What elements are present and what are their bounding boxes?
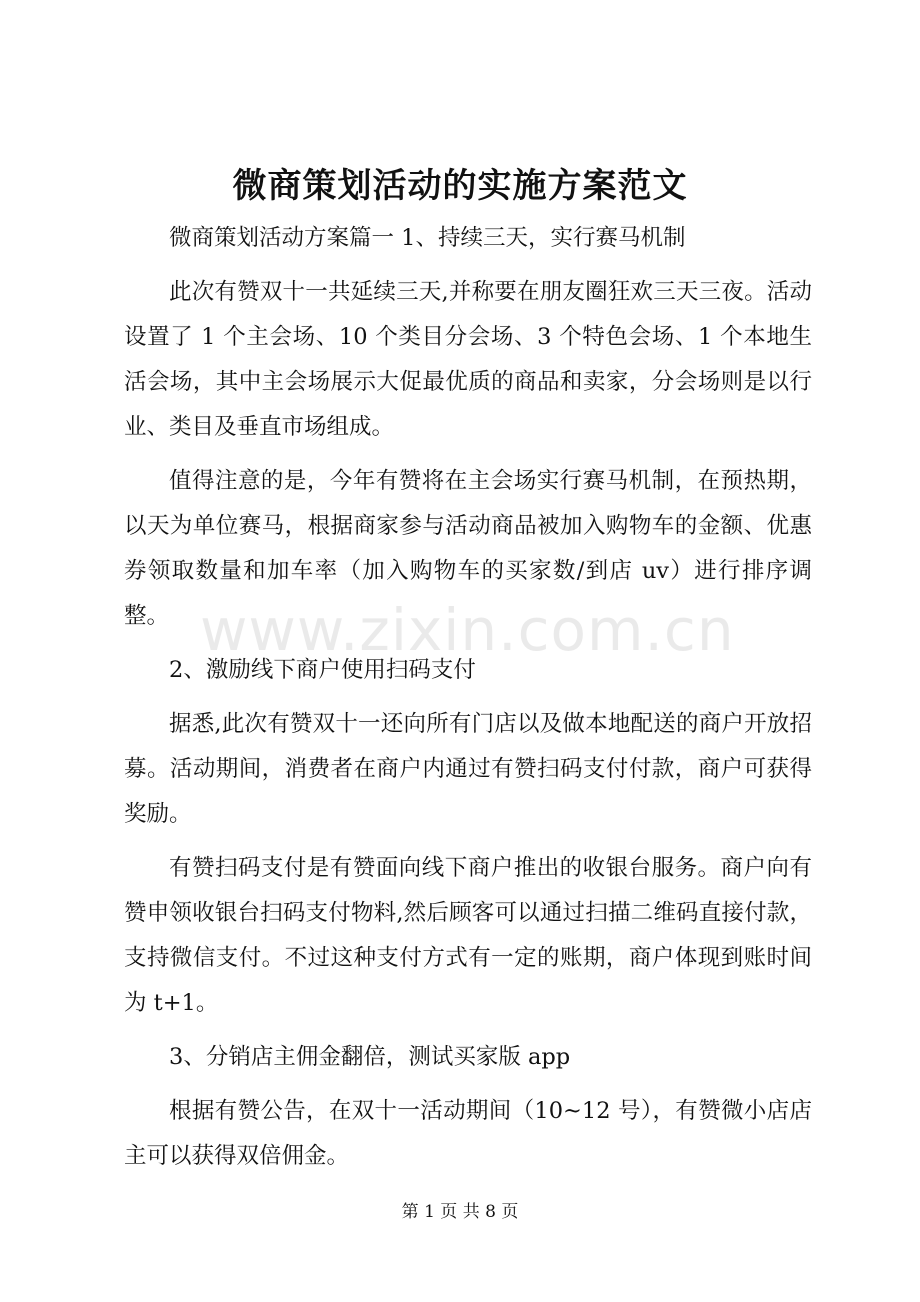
document-title: 微商策划活动的实施方案范文 <box>232 166 688 206</box>
paragraph: 值得注意的是，今年有赞将在主会场实行赛马机制，在预热期，以天为单位赛马，根据商家参与活动商品被加入购物车的金额、优惠券领取数量和加车率（加入购物车的买家数/到店 uv）进行排序调整。 <box>124 468 812 629</box>
watermark: www.zixin.com.cn <box>200 596 735 664</box>
paragraph: 此次有赞双十一共延续三天,并称要在朋友圈狂欢三天三夜。活动设置了 1 个主会场、10 个类目分会场、3 个特色会场、1 个本地生活会场，其中主会场展示大促最优质的商品和卖家，分会场则是以行业、类目及垂直市场组成。 <box>124 279 812 440</box>
paragraph: 有赞扫码支付是有赞面向线下商户推出的收银台服务。商户向有赞申领收银台扫码支付物料,然后顾客可以通过扫描二维码直接付款，支持微信支付。不过这种支付方式有一定的账期，商户体现到账时间为 t+1。 <box>124 855 812 1016</box>
paragraph: 微商策划活动方案篇一 1、持续三天，实行赛马机制 <box>169 225 686 251</box>
paragraph: 2、激励线下商户使用扫码支付 <box>169 657 476 683</box>
document-body <box>124 216 812 1188</box>
page-footer: 第 1 页 共 8 页 <box>401 1202 519 1222</box>
paragraph: 3、分销店主佣金翻倍，测试买家版 app <box>169 1044 571 1070</box>
paragraph: 据悉,此次有赞双十一还向所有门店以及做本地配送的商户开放招募。活动期间，消费者在商户内通过有赞扫码支付付款，商户可获得奖励。 <box>124 711 812 827</box>
paragraph: 根据有赞公告，在双十一活动期间（10~12 号），有赞微小店店主可以获得双倍佣金。 <box>124 1098 812 1169</box>
